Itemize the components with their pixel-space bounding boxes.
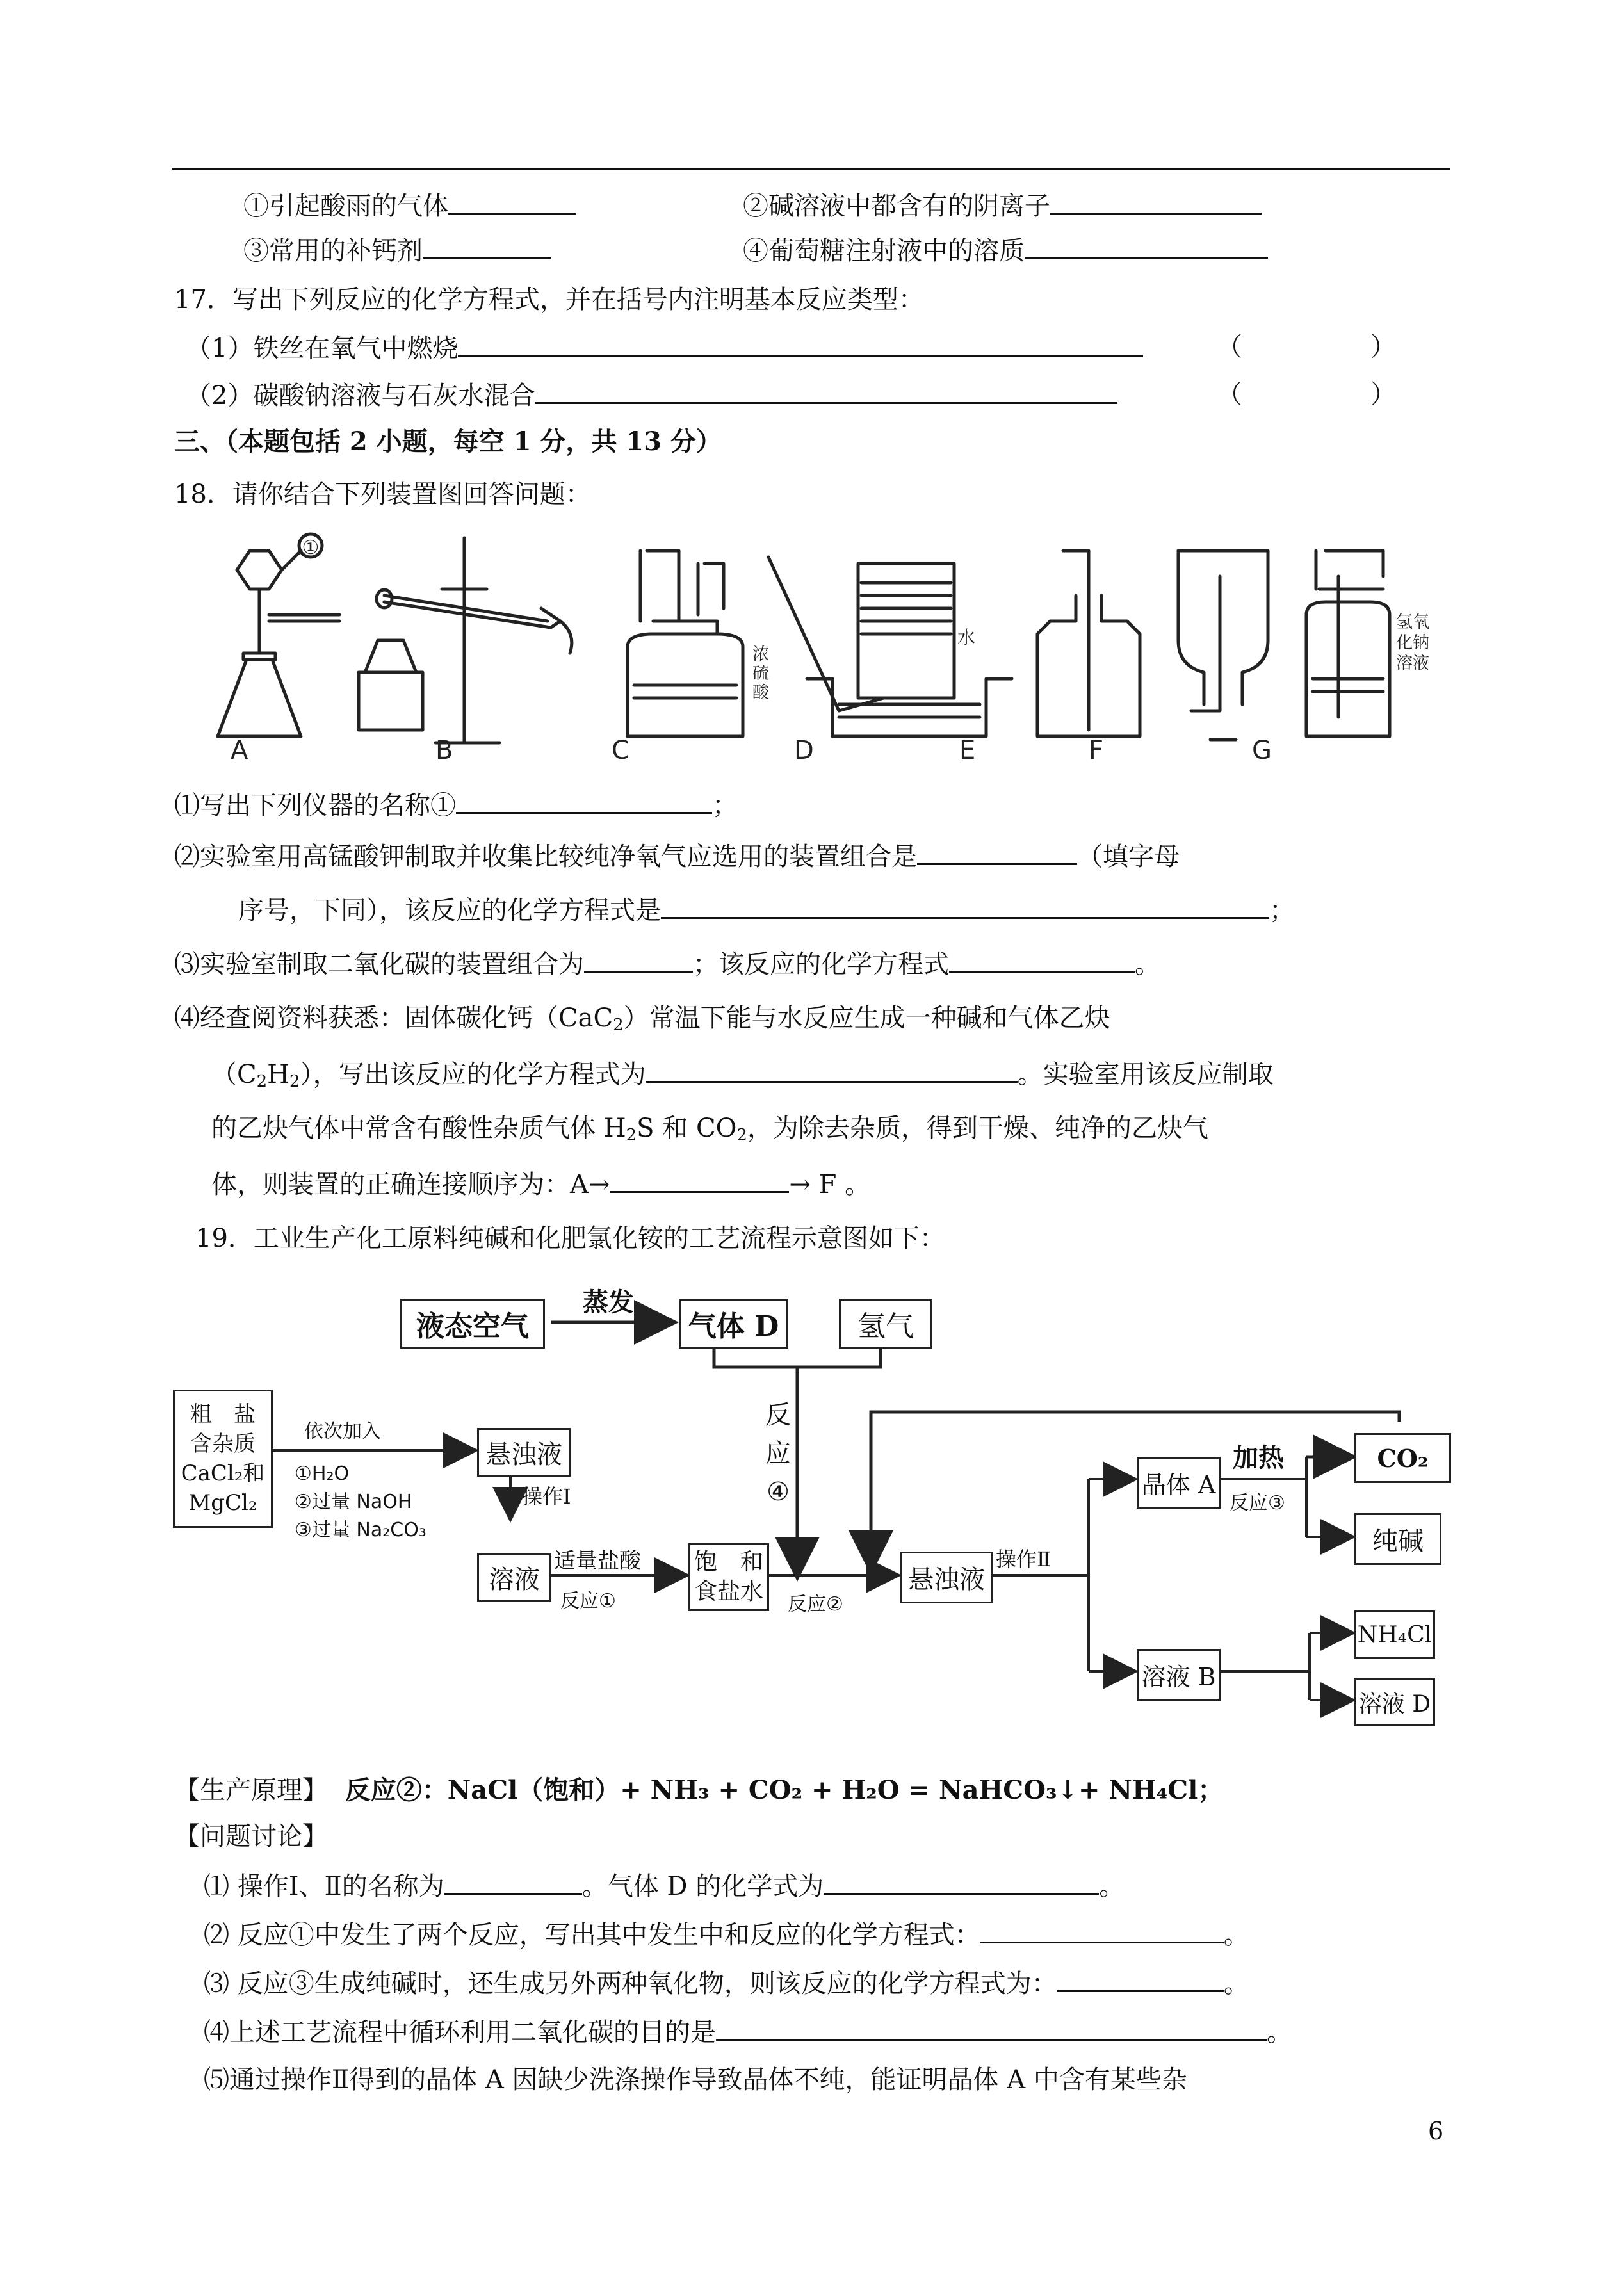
answer-blank[interactable] (716, 2013, 1267, 2041)
answer-blank[interactable] (458, 329, 1143, 357)
answer-blank[interactable] (824, 1867, 1099, 1895)
answer-blank[interactable] (610, 1165, 789, 1193)
apparatus-label-c: C (612, 736, 629, 765)
answer-blank[interactable] (584, 945, 693, 973)
q17-item-2: （2）碳酸钠溶液与石灰水混合 (186, 377, 1117, 414)
q18-part-2-line-1: ⑵实验室用高锰酸钾制取并收集比较纯净氧气应选用的装置组合是 （填字母 (174, 838, 1180, 875)
label-reaction-3: 反应③ (1230, 1492, 1285, 1514)
production-principle: 【生产原理】 反应②：NaCl（饱和）+ NH₃ + CO₂ + H₂O = NaHCO₃↓+ NH₄Cl； (174, 1775, 1224, 1805)
box-solution-b: 溶液 B (1137, 1649, 1221, 1701)
box-crude-salt: 粗 盐 含杂质 CaCl₂和 MgCl₂ (173, 1390, 273, 1528)
answer-blank[interactable] (980, 1916, 1224, 1943)
apparatus-e (1037, 551, 1140, 736)
q19-title: 19．工业生产化工原料纯碱和化肥氯化铵的工艺流程示意图如下： (195, 1224, 945, 1253)
pointer-mark: ① (302, 537, 320, 559)
label-operation-2: 操作Ⅱ (996, 1547, 1051, 1571)
answer-blank[interactable] (444, 1867, 582, 1895)
label-operation-1: 操作Ⅰ (522, 1484, 571, 1509)
answer-blank[interactable] (423, 232, 551, 259)
box-soda: 纯碱 (1354, 1513, 1441, 1565)
label-c-side: 浓 (752, 645, 770, 664)
box-hydrogen: 氢气 (839, 1299, 932, 1349)
q18-part-4-line-4: 体，则装置的正确连接顺序为：A→ → F 。 (211, 1165, 870, 1203)
discussion-label: 【问题讨论】 (174, 1822, 328, 1851)
label-reaction-1: 反应① (560, 1590, 616, 1612)
apparatus-label-g: G (1252, 736, 1272, 765)
box-solution: 溶液 (477, 1553, 551, 1602)
label-hcl: 适量盐酸 (554, 1548, 641, 1574)
apparatus-a (218, 534, 339, 736)
q18-part-4-line-3: 的乙炔气体中常含有酸性杂质气体 $H_2S$ 和 $CO_2$，为除去杂质，得到干燥、纯净的乙炔气 (211, 1114, 1208, 1145)
answer-blank[interactable] (535, 377, 1117, 404)
q16-item-4: ④葡萄糖注射液中的溶质 (743, 232, 1268, 269)
answer-blank[interactable] (456, 786, 712, 814)
q17-paren-1: （ ） (1217, 332, 1396, 362)
answer-blank[interactable] (448, 187, 576, 215)
apparatus-f (1178, 551, 1268, 740)
q18-title: 18．请你结合下列装置图回答问题： (174, 480, 591, 509)
q16-item-3: ③常用的补钙剂 (243, 232, 551, 269)
box-liquid-air: 液态空气 (400, 1299, 545, 1349)
page-number: 6 (1428, 2117, 1444, 2145)
q17-paren-2: （ ） (1217, 380, 1396, 409)
label-g-side: 溶液 (1396, 654, 1430, 673)
apparatus-c (628, 551, 743, 736)
reagent-list: ①H₂O ②过量 NaOH ③过量 Na₂CO₃ (295, 1463, 426, 1541)
label-add-in-order: 依次加入 (304, 1420, 381, 1443)
box-crystal-a: 晶体 A (1137, 1457, 1221, 1509)
apparatus-g (1306, 551, 1390, 736)
process-flowchart (173, 1274, 1460, 1742)
answer-blank[interactable] (917, 838, 1077, 865)
answer-blank[interactable] (661, 891, 1269, 919)
label-d-side: 水 (957, 627, 976, 648)
box-suspension-1: 悬浊液 (477, 1428, 571, 1477)
answer-blank[interactable] (1050, 187, 1262, 215)
label-reaction-2: 反应② (788, 1593, 843, 1616)
apparatus-b (359, 538, 572, 743)
box-nh4cl: NH₄Cl (1354, 1610, 1435, 1659)
q19-discussion-3: ⑶ 反应③生成纯碱时，还生成另外两种氧化物，则该反应的化学方程式为： 。 (204, 1965, 1249, 2002)
apparatus-label-f: F (1089, 736, 1104, 765)
section-3-title: 三、（本题包括 2 小题，每空 1 分，共 13 分） (174, 426, 722, 457)
header-rule (172, 168, 1450, 170)
answer-blank[interactable] (949, 945, 1135, 973)
label-c-side: 酸 (752, 683, 770, 702)
q18-part-1: ⑴写出下列仪器的名称① ； (174, 786, 738, 823)
q17-item-1: （1）铁丝在氧气中燃烧 (186, 329, 1143, 366)
label-g-side: 化钠 (1396, 633, 1430, 653)
q18-part-2-line-2: 序号，下同），该反应的化学方程式是 ； (238, 891, 1295, 929)
q18-part-4-line-1: ⑷经查阅资料获悉：固体碳化钙（CaC$_2$）常温下能与水反应生成一种碱和气体乙炔 (174, 1003, 1110, 1035)
apparatus-figure (192, 525, 1430, 781)
q16-item-2: ②碱溶液中都含有的阴离子 (743, 187, 1262, 224)
answer-blank[interactable] (1025, 232, 1268, 259)
q19-discussion-2: ⑵ 反应①中发生了两个反应，写出其中发生中和反应的化学方程式： 。 (204, 1916, 1249, 1953)
box-brine: 饱 和 食盐水 (688, 1543, 769, 1611)
answer-blank[interactable] (646, 1055, 1018, 1083)
box-co2: CO₂ (1354, 1433, 1451, 1483)
label-heat: 加热 (1233, 1443, 1284, 1473)
q19-discussion-4: ⑷上述工艺流程中循环利用二氧化碳的目的是 。 (204, 2013, 1292, 2050)
q18-part-3: ⑶实验室制取二氧化碳的装置组合为 ；该反应的化学方程式 。 (174, 945, 1160, 982)
q16-item-1: ①引起酸雨的气体 (243, 187, 576, 224)
q17-title: 17．写出下列反应的化学方程式，并在括号内注明基本反应类型： (174, 285, 924, 314)
label-evaporate: 蒸发 (583, 1287, 634, 1317)
apparatus-label-b: B (435, 736, 453, 765)
apparatus-label-e: E (959, 736, 976, 765)
q18-part-4-line-2: $(C_2H_2)$，写出该反应的化学方程式为 。实验室用该反应制取 (211, 1055, 1274, 1099)
box-gas-d: 气体 D (679, 1299, 788, 1349)
q19-discussion-1: ⑴ 操作Ⅰ、Ⅱ的名称为 。气体 D 的化学式为 。 (204, 1867, 1125, 1904)
label-g-side: 氢氧 (1396, 613, 1430, 632)
label-reaction-4: 反 应 ④ (765, 1400, 791, 1507)
q19-discussion-5: ⑸通过操作Ⅱ得到的晶体 A 因缺少洗涤操作导致晶体不纯，能证明晶体 A 中含有某些杂 (204, 2065, 1187, 2095)
apparatus-label-a: A (231, 736, 248, 765)
answer-blank[interactable] (1057, 1965, 1224, 1992)
label-c-side: 硫 (752, 664, 770, 683)
box-solution-d: 溶液 D (1354, 1678, 1435, 1726)
apparatus-label-d: D (794, 736, 814, 765)
box-suspension-2: 悬浊液 (900, 1552, 993, 1603)
